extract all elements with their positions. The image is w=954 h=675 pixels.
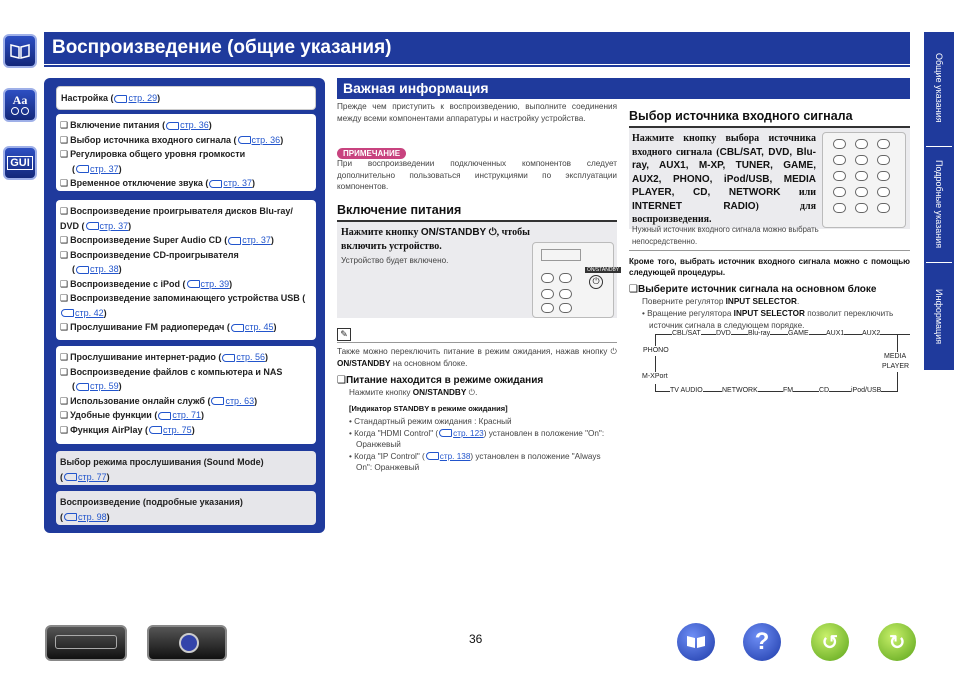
source-heading: Выбор источника входного сигнала <box>629 109 853 123</box>
index-aa-icon[interactable] <box>3 88 37 122</box>
remote-button <box>855 203 868 213</box>
power-result: Устройство будет включено. <box>341 256 449 265</box>
indicator-link[interactable]: стр. 138 <box>439 451 471 461</box>
remote-button <box>877 155 890 165</box>
nav-item-label: Регулировка общего уровня громкости <box>70 149 246 159</box>
nav-item: ❑ Выбор источника входного сигнала ( стр. 36) <box>60 134 284 145</box>
hand-pointer-icon <box>158 412 171 420</box>
page-number: 36 <box>469 632 483 646</box>
remote-button <box>855 155 868 165</box>
indicator-item: • Когда "IP Control" ( стр. 138) установлен в положение "Always On": Оранжевый <box>349 451 601 472</box>
nav-item-link[interactable]: стр. 59 <box>90 381 119 391</box>
diagram-media: MEDIA <box>884 353 907 360</box>
indicator-link[interactable]: стр. 123 <box>453 428 484 438</box>
hand-pointer-icon <box>439 429 452 437</box>
gui-icon[interactable] <box>3 146 37 180</box>
pencil-icon: ✎ <box>337 328 351 341</box>
standby-key: ON/STANDBY <box>412 388 467 397</box>
nav-item: ❑ Воспроизведение CD-проигрывателя ( стр. 38) <box>60 249 239 274</box>
nav-item-link[interactable]: стр. 36 <box>251 134 281 145</box>
nav-item-link[interactable]: стр. 36 <box>180 120 209 130</box>
hand-pointer-icon <box>187 280 200 288</box>
contents-icon[interactable] <box>677 623 715 661</box>
nav-item-link[interactable]: стр. 98 <box>78 511 107 522</box>
remote-source-illustration <box>822 132 906 228</box>
standby-heading-text: Питание находится в режиме ожидания <box>345 375 544 386</box>
nav-item-link[interactable]: стр. 42 <box>75 307 104 318</box>
nav-item-link[interactable]: стр. 37 <box>242 235 271 245</box>
hand-pointer-icon <box>166 122 179 130</box>
diagram-network: NETWORK <box>722 387 758 394</box>
nav-setup-label: Настройка <box>61 93 108 103</box>
standby-text: Нажмите кнопку <box>349 388 411 397</box>
nav-item: ❑ Включение питания ( стр. 36) <box>60 120 212 130</box>
diagram-fm: FM <box>783 387 794 394</box>
nav-item-label: Воспроизведение проигрывателя дисков Blu-ray/ DVD <box>60 206 293 231</box>
indicator-text-end: ) установлен в положение "On": Оранжевый <box>356 428 605 449</box>
important-intro: Прежде чем приступить к воспроизведению, выполните соединения между всеми компонентами аппаратуры и настройку устройства. <box>337 102 617 123</box>
hand-pointer-icon <box>61 309 74 317</box>
diagram-aux1: AUX1 <box>826 330 845 337</box>
power-instr-key: ON/STANDBY <box>420 227 487 238</box>
hand-pointer-icon <box>211 397 224 405</box>
main-unit-icon[interactable] <box>45 625 127 661</box>
tab-info[interactable]: Информация <box>934 289 944 345</box>
diagram-bluray: Blu-ray <box>748 330 771 337</box>
nav-item-label: Выбор источника входного сигнала <box>70 134 232 145</box>
diagram-line <box>655 356 656 372</box>
tab-detailed[interactable]: Подробные указания <box>934 159 944 249</box>
nav-item-label: Воспроизведение CD-проигрывателя <box>70 249 239 260</box>
header-divider <box>44 65 910 67</box>
diagram-game: GAME <box>788 330 809 337</box>
indicator-text: Когда "HDMI Control" ( <box>354 428 439 438</box>
nav-item-link[interactable]: стр. 75 <box>163 424 192 435</box>
nav-box-network <box>56 346 316 444</box>
hand-pointer-icon <box>149 426 162 434</box>
power-instr-end: , чтобы включить устройство. <box>341 227 530 252</box>
mainunit-heading: ❑Выберите источник сигнала на основном блоке <box>629 284 877 295</box>
diagram-line <box>897 372 898 391</box>
nav-item-label: Воспроизведение с iPod <box>70 278 181 289</box>
diagram-line <box>655 334 656 346</box>
hand-pointer-icon <box>76 266 89 274</box>
remote-button <box>877 203 890 213</box>
indicator-item: • Когда "HDMI Control" ( стр. 123) установлен в положение "On": Оранжевый <box>349 428 605 449</box>
nav-box-basic <box>56 114 316 191</box>
diagram-player: PLAYER <box>882 363 910 370</box>
hand-pointer-icon <box>238 136 251 144</box>
nav-item-label: Воспроизведение запоминающего устройства USB <box>70 293 300 303</box>
nav-item-label: Функция AirPlay <box>70 424 143 435</box>
nav-item: ❑ Прослушивание интернет-радио ( стр. 56) <box>60 352 268 362</box>
nav-item: ❑ Временное отключение звука ( стр. 37) <box>60 178 255 188</box>
remote-button <box>559 289 572 299</box>
nav-item-link[interactable]: стр. 37 <box>99 220 129 231</box>
nav-item-link[interactable]: стр. 39 <box>200 278 230 289</box>
power-symbol-icon: ⏻ <box>488 227 497 238</box>
power-tip <box>337 346 617 369</box>
indicator-item: • Стандартный режим ожидания : Красный <box>349 417 512 426</box>
source-instruction <box>632 132 816 227</box>
remote-button <box>833 139 846 149</box>
input-cycle-diagram <box>640 328 910 398</box>
standby-instruction: Нажмите кнопку ON/STANDBY ⏻. <box>349 388 478 397</box>
note-text: При воспроизведении подключенных компонентов следует дополнительно пользоваться инструкциями по эксплуатации компонентов. <box>337 159 617 191</box>
standby-button-icon[interactable]: ⏻ <box>589 275 603 289</box>
remote-button <box>833 155 846 165</box>
divider <box>337 342 617 343</box>
hand-pointer-icon <box>209 180 222 188</box>
power-symbol-icon: ⏻ <box>610 347 618 356</box>
nav-setup-link[interactable]: стр. 29 <box>128 93 158 103</box>
indicator-text-end: ) установлен в положение "Always On": Оранжевый <box>356 451 601 472</box>
contents-book-icon[interactable] <box>3 34 37 68</box>
nav-item-link[interactable]: стр. 71 <box>172 410 201 420</box>
nav-box-detailed: Воспроизведение (подробные указания) ( стр. 98) <box>56 491 316 525</box>
nav-item-link[interactable]: стр. 77 <box>78 471 107 482</box>
power-tip-key: ON/STANDBY <box>337 358 391 368</box>
help-icon[interactable]: ? <box>743 623 781 661</box>
nav-item: ❑ Воспроизведение с iPod ( стр. 39) <box>60 278 233 289</box>
divider <box>629 250 910 251</box>
diagram-line <box>897 334 898 352</box>
power-panel <box>337 220 620 318</box>
back-icon[interactable]: ↺ <box>811 623 849 661</box>
nav-item: ❑ Функция AirPlay ( стр. 75) <box>60 424 195 435</box>
source-also: Кроме того, выбрать источник входного сигнала можно с помощью следующей процедуры. <box>629 257 910 277</box>
source-instr-key-last: INTERNET RADIO <box>632 200 756 212</box>
important-heading: Важная информация <box>337 78 910 99</box>
remote-button <box>855 187 868 197</box>
nav-item-label: Временное отключение звука <box>70 178 203 188</box>
diagram-aux2: AUX2 <box>862 330 881 337</box>
nav-item-label: Прослушивание FM радиопередач <box>70 322 225 332</box>
nav-item-label: Использование онлайн служб <box>70 395 205 406</box>
hand-pointer-icon <box>64 473 77 481</box>
power-tip-text: Также можно переключить питание в режим ожидания, нажав кнопку <box>337 347 608 356</box>
forward-icon[interactable]: ↻ <box>878 623 916 661</box>
rotation-text: • Вращение регулятора INPUT SELECTOR позволит переключить источник сигнала в следующем порядке. <box>642 309 894 330</box>
hand-pointer-icon <box>64 513 77 521</box>
hand-pointer-icon <box>426 452 439 460</box>
diagram-line <box>655 384 656 391</box>
nav-box-playback <box>56 200 316 340</box>
source-instr-end: ) для воспроизведения. <box>632 200 816 225</box>
index-aa-label: Aa <box>12 93 28 107</box>
mainunit-text-a: Поверните регулятор <box>642 297 724 306</box>
power-instruction <box>341 226 531 253</box>
nav-item: ❑ Удобные функции ( стр. 71) <box>60 410 204 420</box>
nav-item-link[interactable]: стр. 63 <box>225 395 255 406</box>
nav-item: ❑ Воспроизведение Super Audio CD ( стр. 37) <box>60 235 274 245</box>
tab-general[interactable]: Общие указания <box>934 53 944 123</box>
indicator-text: Стандартный режим ожидания : Красный <box>354 417 512 426</box>
power-heading: Включение питания <box>337 203 462 217</box>
tab-divider <box>926 262 952 263</box>
rotation-text-a: Вращение регулятора <box>647 309 732 318</box>
nav-item-label: Включение питания <box>70 120 160 130</box>
power-symbol-icon: ⏻ <box>468 388 476 397</box>
nav-item-link[interactable]: стр. 37 <box>90 163 119 174</box>
remote-button <box>541 273 554 283</box>
diagram-phono: PHONO <box>643 347 669 354</box>
nav-item-label: Воспроизведение Super Audio CD <box>70 235 222 245</box>
indicator-list <box>349 416 617 474</box>
rotation-key: INPUT SELECTOR <box>733 309 805 318</box>
main-unit-front-icon[interactable] <box>147 625 227 661</box>
mainunit-key: INPUT SELECTOR <box>725 297 797 306</box>
remote-button <box>833 187 846 197</box>
diagram-ipod-usb: iPod/USB <box>851 387 882 394</box>
source-instr-keys: CBL/SAT, DVD, Blu-ray, AUX1, M-XP, TUNER, GAME, AUX2, PHONO, iPod/USB, MEDIA PLAYER, CD, NETWORK <box>632 146 816 198</box>
hand-pointer-icon <box>76 383 89 391</box>
source-instr-text: Нажмите кнопку выбора источника входного сигнала ( <box>632 133 816 158</box>
remote-standby-label: ON/STANDBY <box>587 267 620 273</box>
side-tabs <box>924 32 954 370</box>
source-instr-or: или <box>798 187 816 198</box>
nav-item: ❑ Воспроизведение файлов с компьютера и NAS ( стр. 59) <box>60 366 283 391</box>
power-tip-end: на основном блоке. <box>392 358 468 368</box>
mainunit-text: Поверните регулятор INPUT SELECTOR. <box>642 297 800 306</box>
nav-item-link[interactable]: стр. 45 <box>244 322 274 332</box>
nav-item: ❑ Воспроизведение проигрывателя дисков Blu-ray/ DVD ( стр. 37) <box>60 206 293 231</box>
remote-button <box>833 203 846 213</box>
source-note: Нужный источник входного сигнала можно выбрать непосредственно. <box>632 225 819 246</box>
navigation-panel <box>44 78 325 533</box>
gui-label: GUI <box>7 156 33 170</box>
remote-button <box>877 139 890 149</box>
remote-button <box>541 303 554 313</box>
nav-box-sound-mode: Выбор режима прослушивания (Sound Mode) ( стр. 77) <box>56 451 316 485</box>
power-instr-text: Нажмите кнопку <box>341 227 419 238</box>
indicator-text: Когда "IP Control" ( <box>354 451 425 461</box>
remote-button <box>833 171 846 181</box>
mainunit-heading-text: Выберите источник сигнала на основном блоке <box>637 284 877 295</box>
remote-button <box>877 171 890 181</box>
hand-pointer-icon <box>76 165 89 173</box>
diagram-mxport: M-XPort <box>642 373 668 380</box>
nav-item-label: Воспроизведение (подробные указания) <box>60 497 243 507</box>
hand-pointer-icon <box>231 324 244 332</box>
standby-heading: ❑Питание находится в режиме ожидания <box>337 375 544 386</box>
page-title: Воспроизведение (общие указания) <box>44 32 910 64</box>
remote-display <box>541 249 581 261</box>
hand-pointer-icon <box>114 95 127 103</box>
nav-item: ❑ Использование онлайн служб ( стр. 63) <box>60 395 258 406</box>
remote-illustration <box>532 242 620 318</box>
nav-item-link[interactable]: стр. 56 <box>236 352 265 362</box>
nav-item-label: Прослушивание интернет-радио <box>70 352 216 362</box>
remote-button <box>559 273 572 283</box>
nav-item-label: Выбор режима прослушивания (Sound Mode) <box>60 457 264 467</box>
diagram-tvaudio: TV AUDIO <box>670 387 703 394</box>
note-badge: ПРИМЕЧАНИЕ <box>337 148 406 159</box>
nav-box-setup: Настройка ( стр. 29) <box>56 86 316 110</box>
nav-item-link[interactable]: стр. 38 <box>90 264 119 274</box>
nav-item-link[interactable]: стр. 37 <box>223 178 252 188</box>
remote-button <box>877 187 890 197</box>
hand-pointer-icon <box>86 222 99 230</box>
remote-button <box>541 289 554 299</box>
hand-pointer-icon <box>228 237 241 245</box>
source-panel <box>629 126 910 229</box>
hand-pointer-icon <box>222 354 235 362</box>
nav-item: ❑ Регулировка общего уровня громкости ( стр. 37) <box>60 149 246 174</box>
remote-button <box>559 303 572 313</box>
remote-button <box>855 139 868 149</box>
tab-divider <box>926 146 952 147</box>
nav-item: ❑ Воспроизведение запоминающего устройства USB (стр. 42) <box>60 293 306 318</box>
diagram-cbl-sat: CBL/SAT <box>672 330 701 337</box>
nav-item: ❑ Прослушивание FM радиопередач ( стр. 45) <box>60 322 277 332</box>
nav-item-label: Удобные функции <box>70 410 152 420</box>
remote-button <box>855 171 868 181</box>
rotation-text-b: позволит переключить источник сигнала в следующем порядке. <box>649 309 894 330</box>
diagram-dvd: DVD <box>716 330 731 337</box>
indicator-heading: [Индикатор STANDBY в режиме ожидания] <box>349 404 508 413</box>
nav-item-label: Воспроизведение файлов с компьютера и NAS <box>70 366 283 377</box>
diagram-cd: CD <box>819 387 830 394</box>
